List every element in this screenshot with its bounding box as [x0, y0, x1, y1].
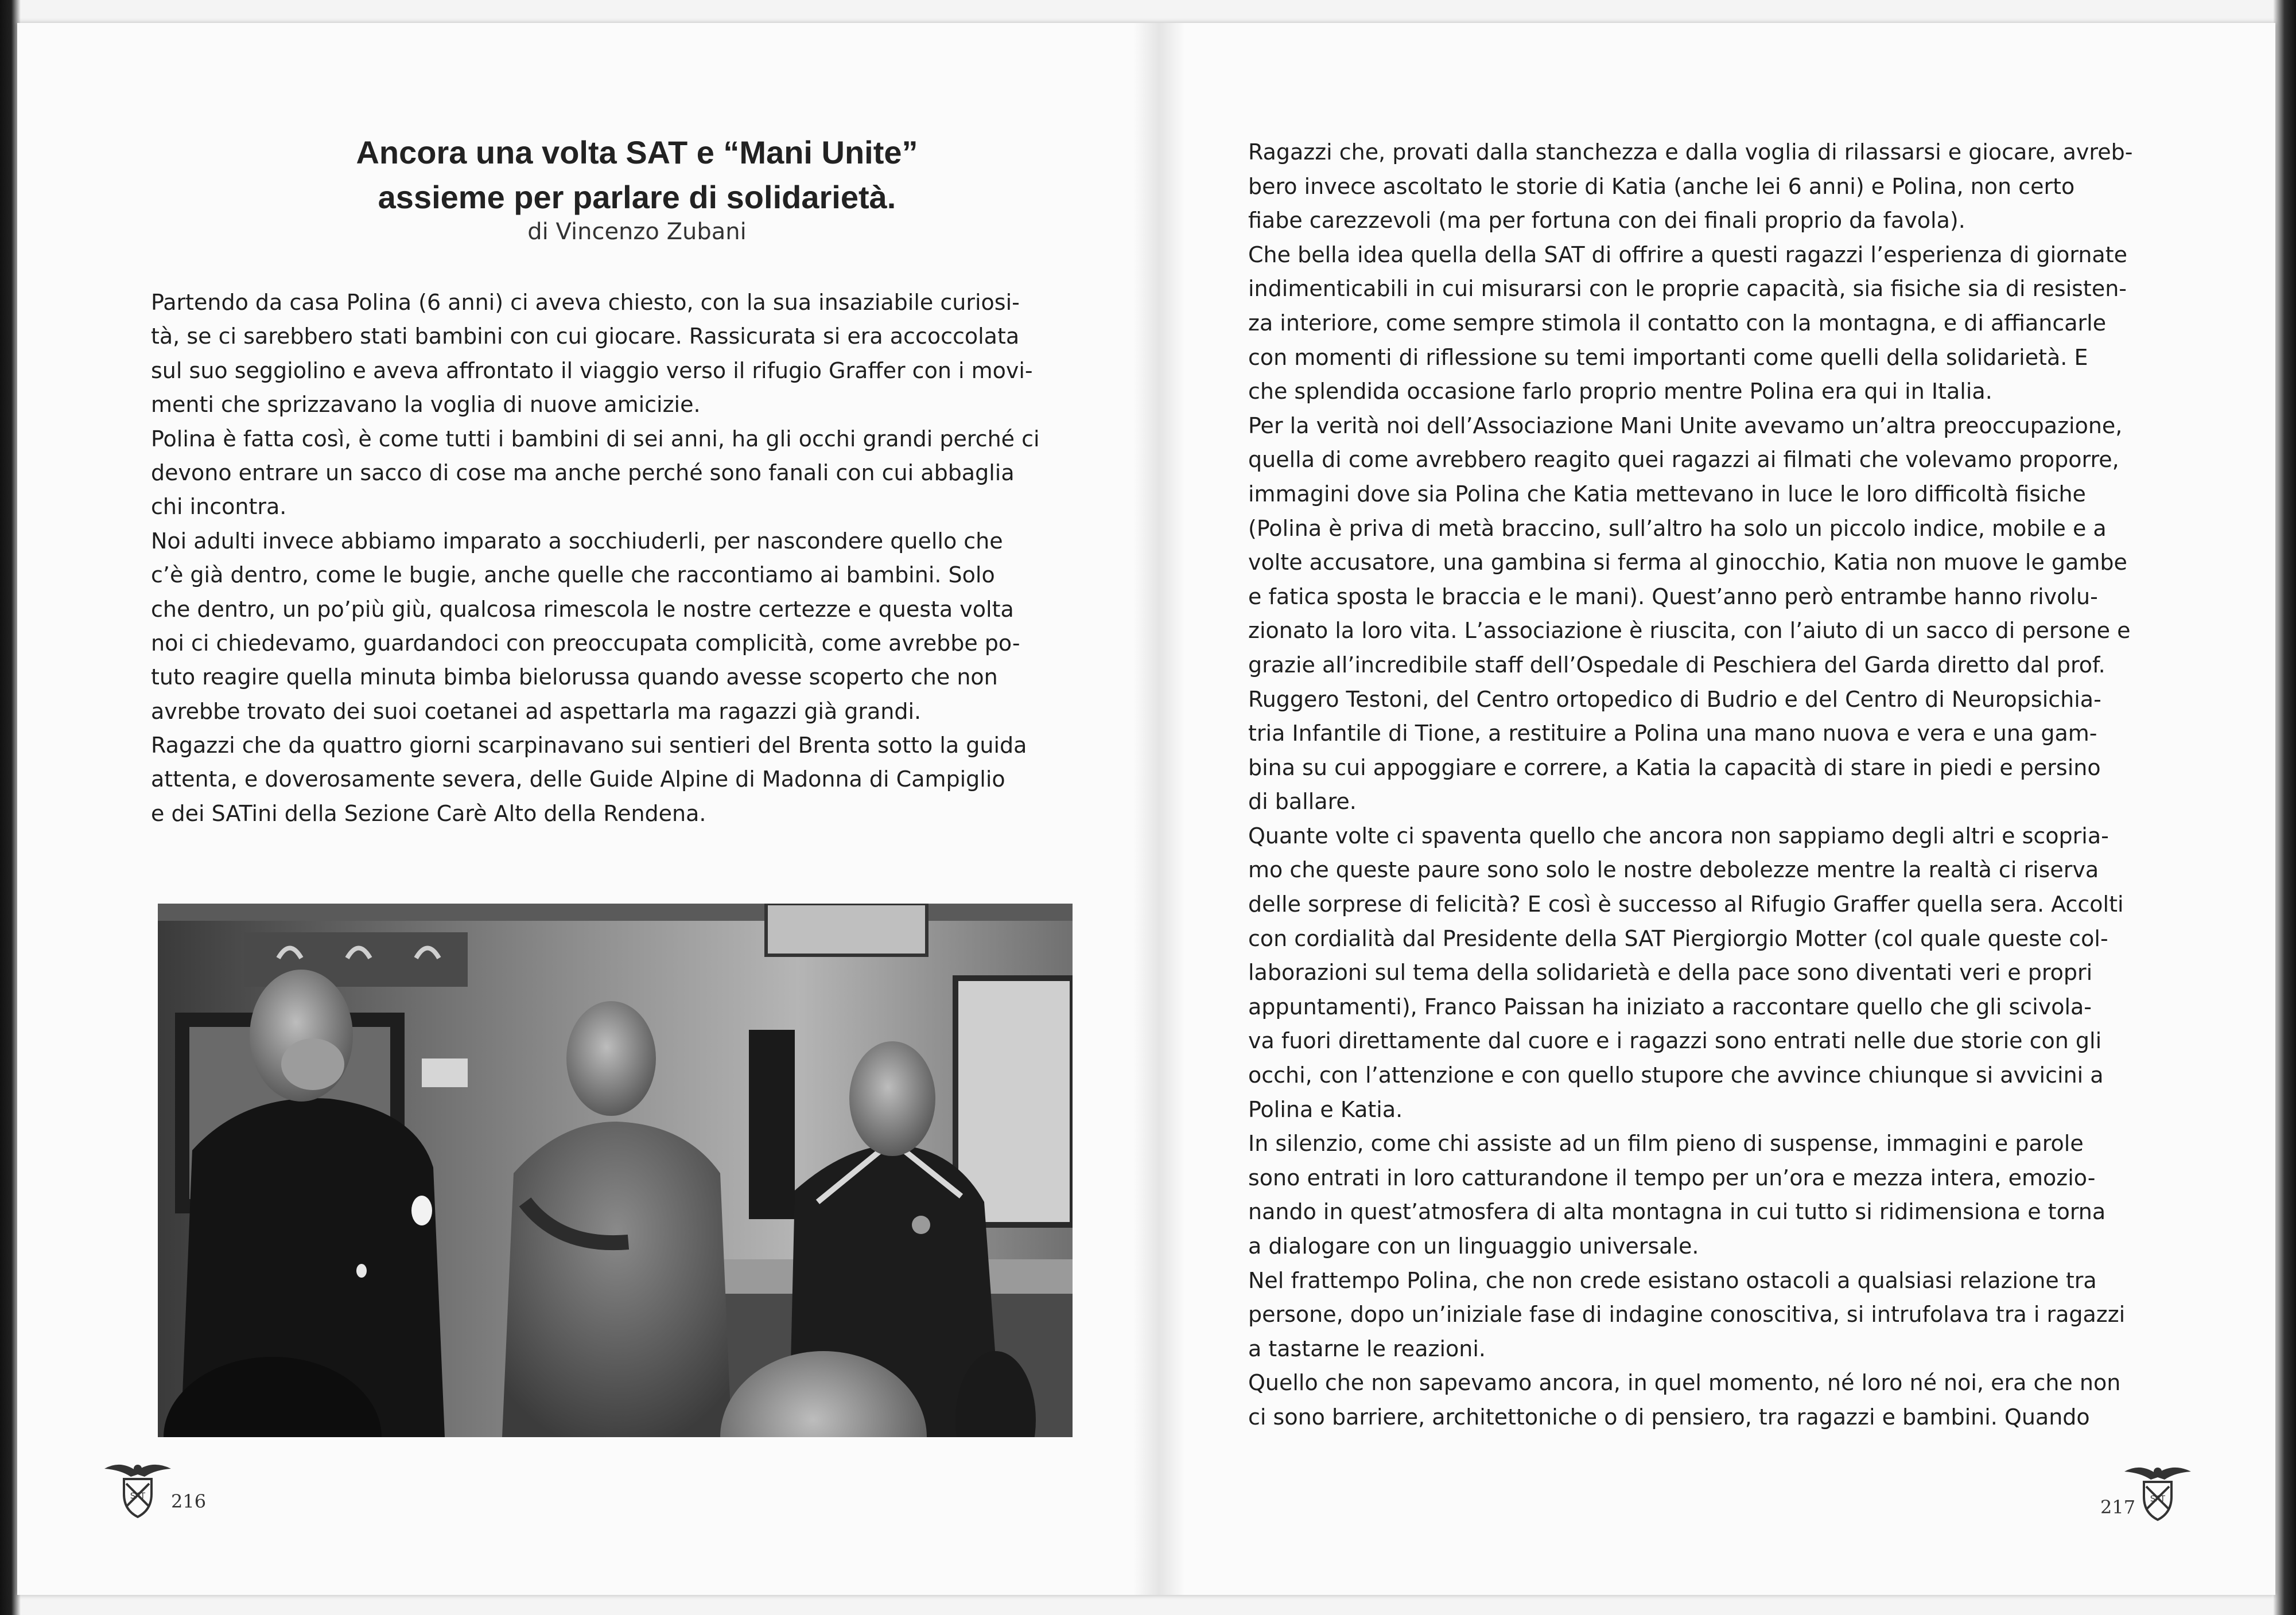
- text-line: Che bella idea quella della SAT di offrire a questi ragazzi l’esperienza di giornate: [1248, 242, 2127, 267]
- text-line: za interiore, come sempre stimola il contatto con la montagna, e di affiancarle: [1248, 310, 2107, 336]
- article-title-line-2: assieme per parlare di solidarietà.: [378, 179, 896, 215]
- article-byline: di Vincenzo Zubani: [527, 219, 747, 245]
- text-line: Per la verità noi dell’Associazione Mani Unite avevamo un’altra preoccupazione,: [1248, 412, 2123, 438]
- text-line: nando in quest’atmosfera di alta montagna in cui tutto si ridimensiona e torna: [1248, 1199, 2106, 1225]
- text-line: e dei SATini della Sezione Carè Alto della Rendena.: [151, 800, 706, 826]
- text-line: con cordialità dal Presidente della SAT Piergiorgio Motter (col quale queste col-: [1248, 925, 2108, 951]
- svg-text:SAT: SAT: [2150, 1495, 2166, 1504]
- text-line: appuntamenti), Franco Paissan ha iniziato a raccontare quello che gli scivola-: [1248, 994, 2092, 1019]
- text-line: tria Infantile di Tione, a restituire a Polina una mano nuova e vera e una gam-: [1248, 721, 2097, 746]
- text-line: noi ci chiedevamo, guardandoci con preoccupata complicità, come avrebbe po-: [151, 630, 1020, 656]
- text-line: e fatica sposta le braccia e le mani). Quest’anno però entrambe hanno rivolu-: [1248, 583, 2098, 609]
- sat-eagle-emblem-icon: [2123, 1460, 2192, 1523]
- text-line: va fuori direttamente dal cuore e i ragazzi sono entrati nelle due storie con gli: [1248, 1028, 2102, 1054]
- scan-right-border: [2273, 0, 2296, 1615]
- text-line: (Polina è priva di metà braccino, sull’altro ha solo un piccolo indice, mobile e a: [1248, 515, 2107, 541]
- text-line: bero invece ascoltato le storie di Katia (anche lei 6 anni) e Polina, non certo: [1248, 173, 2075, 199]
- text-line: Quello che non sapevamo ancora, in quel momento, né loro né noi, era che non: [1248, 1370, 2121, 1396]
- text-line: che splendida occasione farlo proprio mentre Polina era qui in Italia.: [1248, 379, 1992, 404]
- right-body-text: [1248, 135, 2184, 1435]
- text-line: Polina è fatta così, è come tutti i bambini di sei anni, ha gli occhi grandi perché ci: [151, 426, 1040, 452]
- text-line: tà, se ci sarebbero stati bambini con cui giocare. Rassicurata si era accoccolata: [151, 324, 1020, 349]
- text-line: bina su cui appoggiare e correre, a Katia la capacità di stare in piedi e persino: [1248, 754, 2101, 780]
- text-line: attenta, e doverosamente severa, delle Guide Alpine di Madonna di Campiglio: [151, 766, 1005, 792]
- text-line: a tastarne le reazioni.: [1248, 1336, 1486, 1361]
- article-title-line-1: Ancora una volta SAT e “Mani Unite”: [356, 134, 918, 170]
- text-line: Ragazzi che, provati dalla stanchezza e dalla voglia di rilassarsi e giocare, avreb-: [1248, 139, 2133, 165]
- text-line: menti che sprizzavano la voglia di nuove amicizie.: [151, 392, 701, 418]
- svg-text:SAT: SAT: [130, 1492, 146, 1501]
- text-line: delle sorprese di felicità? E così è successo al Rifugio Graffer quella sera. Accolti: [1248, 892, 2124, 917]
- text-line: avrebbe trovato dei suoi coetanei ad aspettarla ma ragazzi già grandi.: [151, 698, 922, 724]
- text-line: Nel frattempo Polina, che non crede esistano ostacoli a qualsiasi relazione tra: [1248, 1267, 2097, 1293]
- text-line: Ruggero Testoni, del Centro ortopedico di Budrio e del Centro di Neuropsichia-: [1248, 686, 2101, 712]
- page-number: 217: [2100, 1496, 2136, 1518]
- text-line: chi incontra.: [151, 494, 287, 520]
- text-line: occhi, con l’attenzione e con quello stupore che avvince chiunque si avvicini a: [1248, 1063, 2104, 1088]
- text-line: con momenti di riflessione su temi importanti come quelli della solidarietà. E: [1248, 344, 2088, 370]
- text-line: sono entrati in loro catturandone il tempo per un’ora e mezza intera, emozio-: [1248, 1165, 2096, 1190]
- text-line: In silenzio, come chi assiste ad un film pieno di suspense, immagini e parole: [1248, 1131, 2084, 1157]
- text-line: Ragazzi che da quattro giorni scarpinavano sui sentieri del Brenta sotto la guida: [151, 733, 1027, 758]
- text-line: mo che queste paure sono solo le nostre debolezze mentre la realtà ci riserva: [1248, 857, 2099, 883]
- text-line: volte accusatore, una gambina si ferma al ginocchio, Katia non muove le gambe: [1248, 550, 2127, 575]
- text-line: di ballare.: [1248, 789, 1357, 815]
- text-line: tuto reagire quella minuta bimba bielorussa quando avesse scoperto che non: [151, 664, 998, 690]
- page-number: 216: [171, 1491, 207, 1512]
- text-line: Noi adulti invece abbiamo imparato a socchiuderli, per nascondere quello che: [151, 528, 1003, 554]
- text-line: quella di come avrebbero reagito quei ragazzi ai filmati che volevamo proporre,: [1248, 447, 2119, 473]
- text-line: Partendo da casa Polina (6 anni) ci aveva chiesto, con la sua insaziabile curiosi-: [151, 290, 1020, 315]
- text-line: che dentro, un po’più giù, qualcosa rimescola le nostre certezze e questa volta: [151, 596, 1014, 622]
- text-line: c’è già dentro, come le bugie, anche quelle che raccontiamo ai bambini. Solo: [151, 562, 995, 588]
- text-line: ci sono barriere, architettoniche o di pensiero, tra ragazzi e bambini. Quando: [1248, 1404, 2090, 1430]
- text-line: zionato la loro vita. L’associazione è riuscita, con l’aiuto di un sacco di persone e: [1248, 618, 2131, 644]
- text-line: Quante volte ci spaventa quello che ancora non sappiamo degli altri e scopria-: [1248, 823, 2109, 849]
- text-line: a dialogare con un linguaggio universale.: [1248, 1233, 1699, 1259]
- text-line: Polina e Katia.: [1248, 1096, 1403, 1122]
- text-line: laborazioni sul tema della solidarietà e della pace sono diventati veri e propri: [1248, 960, 2093, 986]
- text-line: devono entrare un sacco di cose ma anche perché sono fanali con cui abbaglia: [151, 460, 1015, 485]
- text-line: sul suo seggiolino e aveva affrontato il viaggio verso il rifugio Graffer con i movi-: [151, 357, 1033, 383]
- text-line: persone, dopo un’iniziale fase di indagine conoscitiva, si intrufolava tra i ragazzi: [1248, 1302, 2126, 1328]
- text-line: indimenticabili in cui misurarsi con le proprie capacità, sia fisiche sia di resisten-: [1248, 276, 2127, 302]
- text-line: grazie all’incredibile staff dell’Ospedale di Peschiera del Garda diretto dal prof.: [1248, 652, 2105, 678]
- text-line: immagini dove sia Polina che Katia mettevano in luce le loro difficoltà fisiche: [1248, 481, 2086, 507]
- text-line: fiabe carezzevoli (ma per fortuna con dei finali proprio da favola).: [1248, 208, 1965, 234]
